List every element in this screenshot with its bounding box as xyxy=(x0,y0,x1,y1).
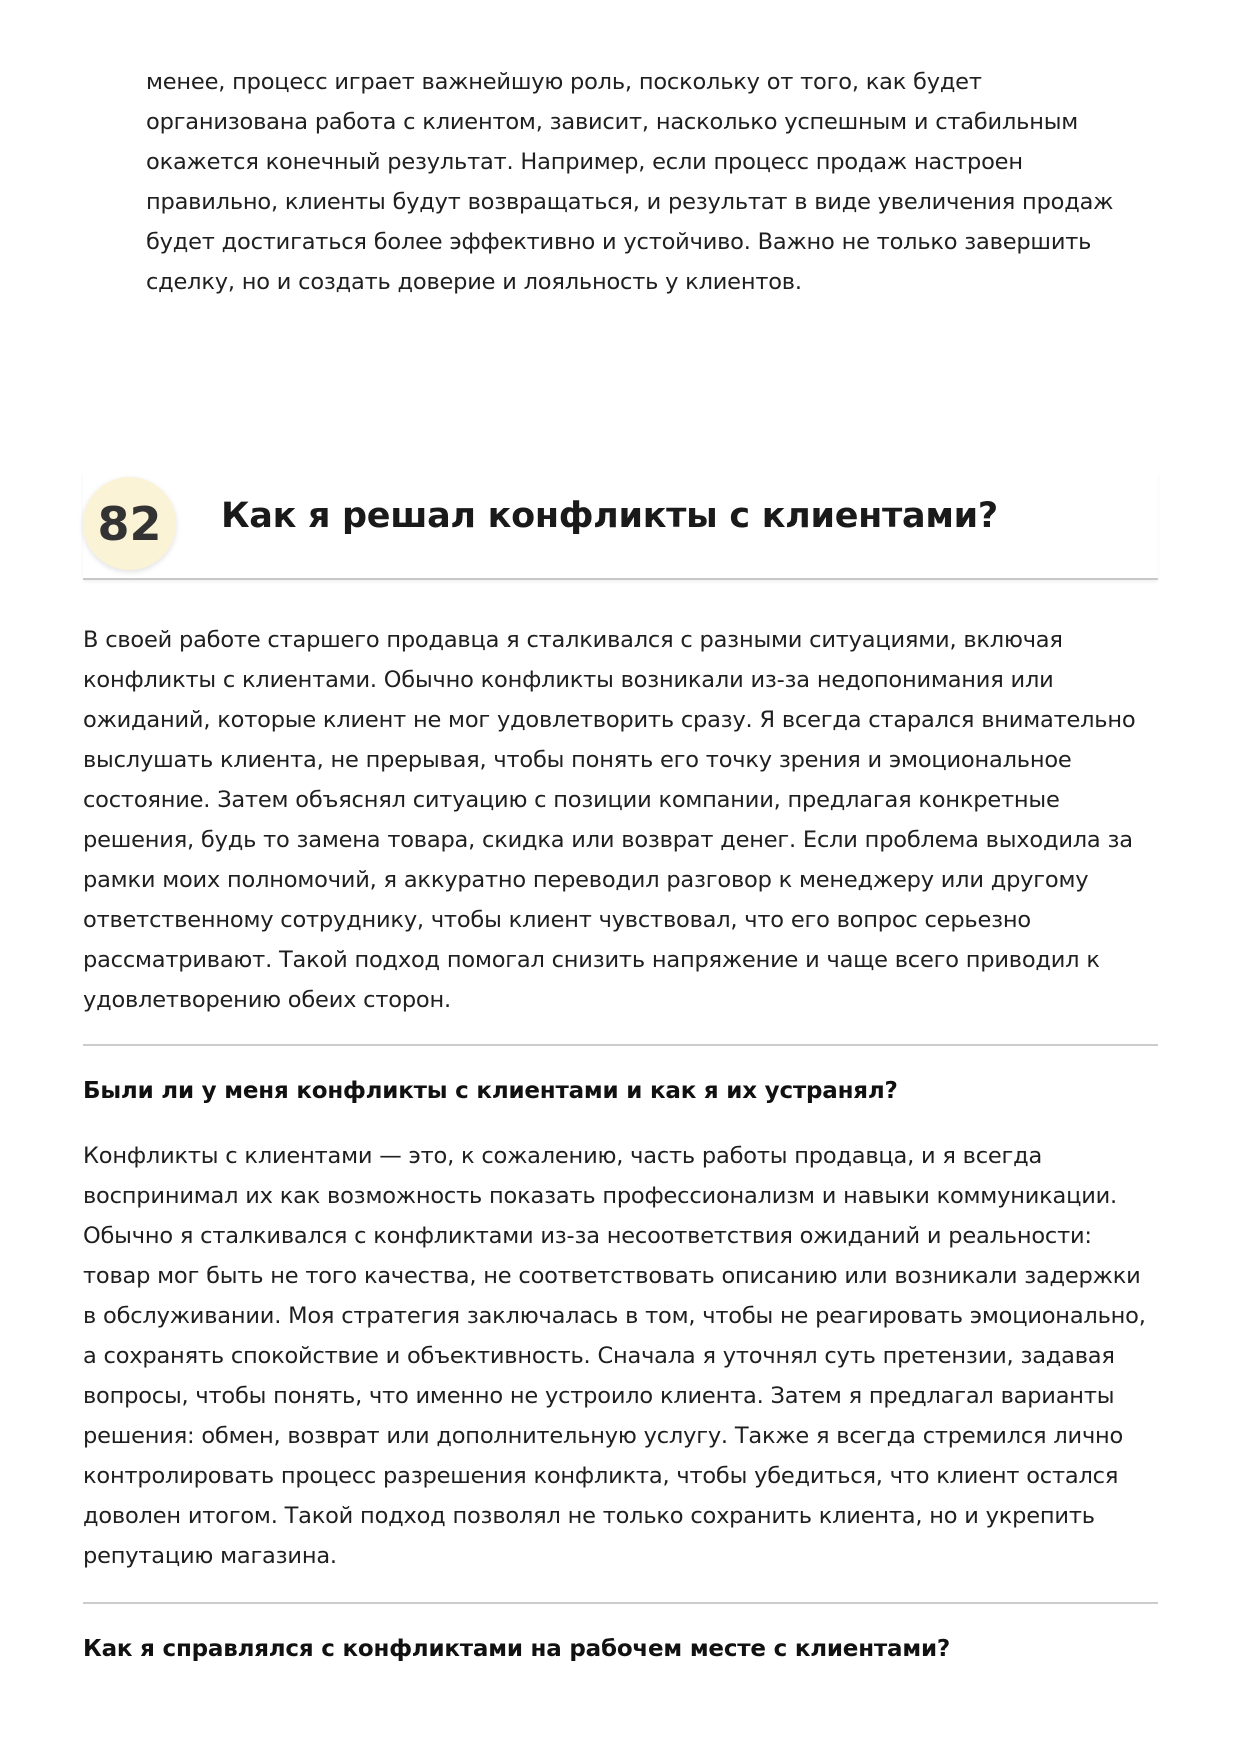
variant-answer-1: Конфликты с клиентами — это, к сожалению, часть работы продавца, и я всегда воспринимал их как возможность показать профессионализм и навыки коммуникации. Обычно я сталкивался с конфликтами из-за несоответствия ожиданий и реальности: товар мог быть не того качества, не соответствовать описанию или возникали задержки в обслуживании. Моя стратегия заключалась в том, чтобы не реагировать эмоционально, а сохранять спокойствие и объективность. Сначала я уточнял суть претензии, задавая вопросы, чтобы понять, что именно не устроило клиента. Затем я предлагал варианты решения: обмен, возврат или дополнительную услугу. Также я всегда стремился лично контролировать процесс разрешения конфликта, чтобы убедиться, что клиент остался доволен итогом. Такой подход позволял не только сохранить клиента, но и укрепить репутацию магазина. xyxy=(83,1143,1146,1569)
section-title: Как я решал конфликты с клиентами? xyxy=(221,496,998,536)
divider xyxy=(83,1602,1158,1604)
section-answer-paragraph: В своей работе старшего продавца я сталкивался с разными ситуациями, включая конфликты с клиентами. Обычно конфликты возникали из-за недопонимания или ожиданий, которые клиент не мог удовлетворить сразу. Я всегда старался внимательно выслушать клиента, не прерывая, чтобы понять его точку зрения и эмоциональное состояние. Затем объяснял ситуацию с позиции компании, предлагая конкретные решения, будь то замена товара, скидка или возврат денег. Если проблема выходила за рамки моих полномочий, я аккуратно переводил разговор к менеджеру или другому ответственному сотруднику, чтобы клиент чувствовал, что его вопрос серьезно рассматривают. Такой подход помогал снизить напряжение и чаще всего приводил к удовлетворению обеих сторон. xyxy=(83,627,1136,1013)
question-number-badge: 82 xyxy=(83,477,176,570)
intro-paragraph: менее, процесс играет важнейшую роль, поскольку от того, как будет организована работа с клиентом, зависит, насколько успешным и стабильным окажется конечный результат. Например, если процесс продаж настроен правильно, клиенты будут возвращаться, и результат в виде увеличения продаж будет достигаться более эффективно и устойчиво. Важно не только завершить сделку, но и создать доверие и лояльность у клиентов. xyxy=(146,69,1114,295)
variant-question-1: Были ли у меня конфликты с клиентами и как я их устранял? xyxy=(83,1078,898,1104)
section-header xyxy=(83,472,1158,580)
variant-question-2: Как я справлялся с конфликтами на рабочем месте с клиентами? xyxy=(83,1636,950,1662)
divider xyxy=(83,1044,1158,1046)
